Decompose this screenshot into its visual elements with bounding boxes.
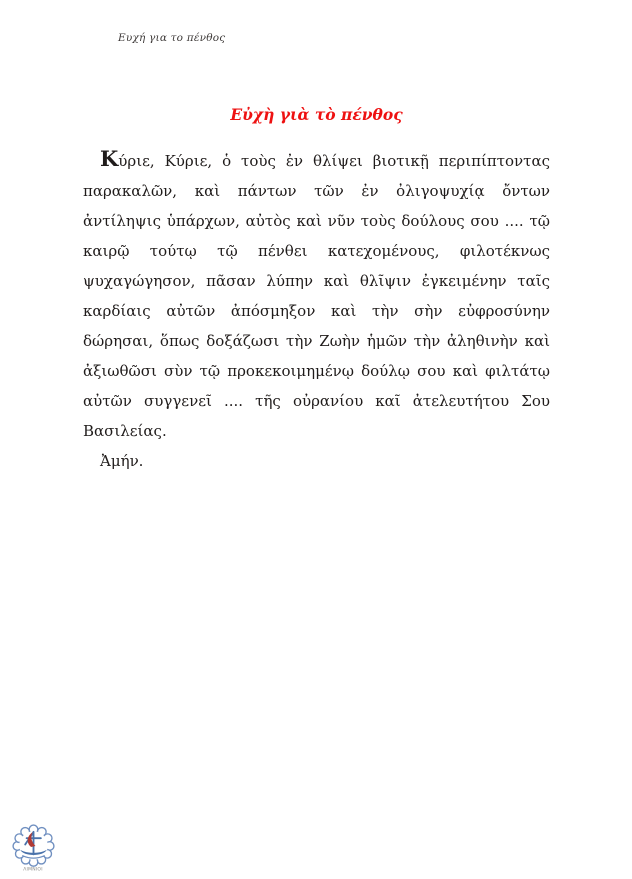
logo-caption: ΛΙΜΝΙΟΙ <box>23 867 43 872</box>
prayer-content <box>83 146 550 476</box>
running-header: Ευχή για το πένθος <box>118 32 226 44</box>
prayer-paragraph-text: ύριε, Κύριε, ὁ τοὺς ἐν θλίψει βιοτικῇ περιπίπτοντας παρακαλῶν, καὶ πάντων τῶν ἐν ὀλιγοψυχίᾳ ὄντων ἀντίληψις ὑπάρχων, αὐτὸς καὶ νῦν τοὺς δούλους σου .... τῷ καιρῷ τούτῳ τῷ πένθει κατεχομένους, φιλοτέκνως ψυχαγώγησον, πᾶσαν λύπην καὶ θλῖψιν ἐγκειμένην ταῖς καρδίαις αὐτῶν ἀπόσμηξον καὶ τὴν σὴν εὐφροσύνην δώρησαι, ὅπως δοξάζωσι τὴν Ζωὴν ἡμῶν τὴν ἀληθινὴν καὶ ἀξιωθῶσι σὺν τῷ προκεκοιμημένῳ δούλῳ σου καὶ φιλτάτῳ αὐτῶν συγγενεῖ .... τῆς οὐρανίου καῖ ἀτελευτήτου Σου Βασιλείας. <box>83 152 550 440</box>
prayer-paragraph <box>83 146 550 446</box>
amen-line: Ἀμήν. <box>100 452 144 470</box>
boat-cross-logo-icon <box>10 824 57 868</box>
initial-capital: Κ <box>100 146 119 171</box>
page-title: Εὐχὴ γιὰ τὸ πένθος <box>230 105 403 124</box>
publisher-logo <box>8 824 58 877</box>
